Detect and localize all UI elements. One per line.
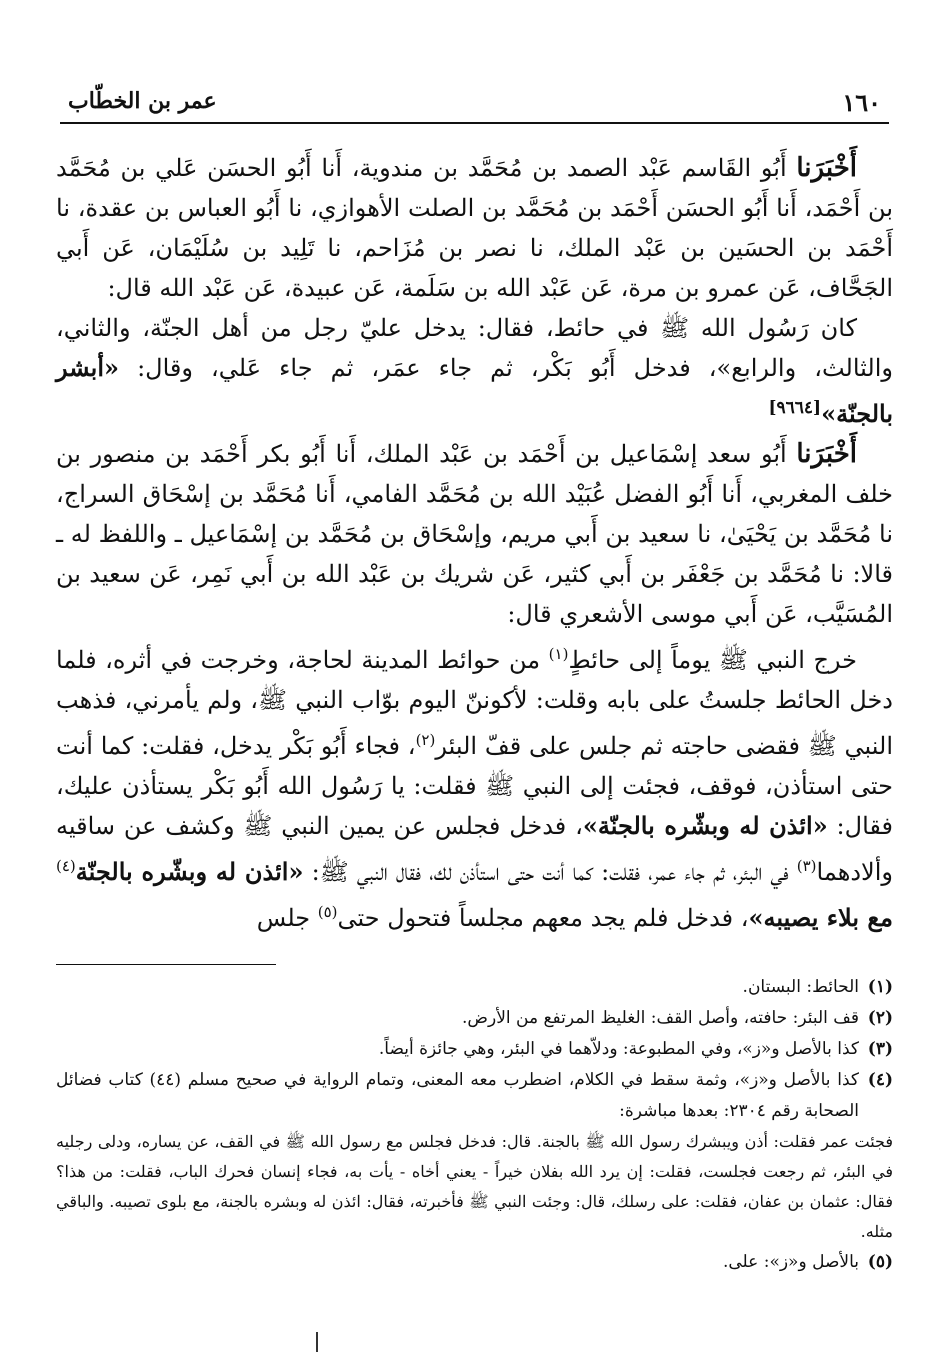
footnote-number: (٣): [867, 1039, 893, 1059]
isnad-text: أَبُو سعد إسْمَاعيل بن أَحْمَد بن عَبْد الملك، أَنا أَبُو بكر أَحْمَد بن منصور بن خلف المغربي، أَنا أَبُو الفضل عُبَيْد الله بن مُحَمَّد الفامي، أَنا مُحَمَّد بن إسْحَاق السراج، نا مُحَمَّد بن يَحْيَىٰ، نا سعيد بن أَبي مريم، وإسْحَاق بن مُحَمَّد بن إسْمَاعيل ـ واللفظ له ـ قالا: نا مُحَمَّد بن جَعْفَر بن أَبي كثير، عَن شريك بن عَبْد الله بن أَبي نَمِر، عَن سعيد بن المُسَيَّب، عَن أَبي موسى الأشعري قال:: [56, 440, 893, 628]
footnote-item: [56, 1034, 893, 1065]
hadith-paragraph-2: [56, 634, 893, 938]
hadith-text: ، فدخل فجلس عن يمين النبي ﷺ وكشف عن ساقيه وألادهما: [56, 812, 893, 886]
footnote-number: (٢): [867, 1008, 893, 1028]
footnote-marker: (٥): [317, 903, 338, 921]
hadith-text: ، فدخل فلم يجد معهم مجلساً فتحول حتى: [337, 904, 749, 932]
hadith-text: خرج النبي ﷺ يوماً إلى حائطٍ: [568, 646, 858, 674]
footnote-item: [56, 1247, 893, 1278]
page-header: [60, 82, 889, 124]
isnad-paragraph-2: [56, 434, 893, 634]
isnad-paragraph-1: [56, 148, 893, 308]
hadith-bold-phrase: «أبشر بالجنّة»: [56, 353, 893, 428]
footnote-item: [56, 972, 893, 1003]
hadith-text: جلس: [256, 904, 318, 932]
footnote-item: [56, 1065, 893, 1127]
isnad-text: أَبُو القَاسم عَبْد الصمد بن مُحَمَّد بن مندوية، أَنا أَبُو الحسَن عَلي بن مُحَمَّد بن أَحْمَد، أَنا أَبُو الحسَن أَحْمَد بن مُحَمَّد بن الصلت الأهوازي، نا أَبُو العباس بن عقدة، نا أَحْمَد بن الحسَين بن عَبْد الملك، نا نصر بن مُزَاحم، نا تَلِيد بن سُلَيْمَان، عَن أَبي الجَحَّاف، عَن عمرو بن مرة، عَن عَبْد الله بن سَلَمة، عَن عبيدة، عَن عَبْد الله قال:: [56, 154, 893, 302]
footnote-number: (١): [867, 977, 893, 997]
hadith-bold-phrase: «ائذن له وبشّره بالجنّة»: [582, 811, 828, 840]
hadith-bold-phrase: مع بلاء يصيبه»: [748, 903, 893, 932]
footnote-marker: (٤): [56, 857, 76, 875]
footnote-divider: [56, 964, 276, 965]
footnotes-section: [56, 972, 893, 1278]
footnote-quote: فجئت عمر فقلت: أذن ويبشرك رسول الله ﷺ بالجنة. قال: فدخل فجلس مع رسول الله ﷺ في القف، عن يساره، ودلى رجليه في البئر، ثم رجعت فجلست، فقلت: إن يرد الله بفلان خيراً - يعني أخاه - يأت به، فجاء إنسان فحرك الباب، فقلت: من هذا؟ فقال: عثمان بن عفان، فقلت: على رسلك، قال: وجئت النبي ﷺ فأخبرته، فقال: ائذن له وبشره بالجنة، مع بلوى تصيبه. والباقي مثله.: [56, 1132, 893, 1241]
footnote-text: كذا بالأصل و«ز»، وفي المطبوعة: ودلاّهما في البئر، وهي جائزة أيضاً.: [378, 1039, 859, 1059]
hadith-number: [٩٦٦٤]: [768, 398, 822, 418]
hadith-paragraph-1: [56, 308, 893, 434]
footnote-marker: (١): [548, 645, 569, 663]
running-title: عمر بن الخطّاب: [68, 88, 217, 114]
footnote-number: (٤): [867, 1070, 893, 1090]
footnote-marker: (٢): [415, 731, 436, 749]
hadith-text: ، فجاء أَبُو بَكْر يدخل، فقلت: كما أنت حتى استأذن، فوقف، فجئت إلى النبي ﷺ فقلت: يا رَسُول الله أَبُو بَكْر يستأذن عليك، فقال:: [56, 732, 894, 840]
hadith-text: في البئر، ثم جاء عمر، فقلت: كما أنت حتى استأذن لك، فقال النبي ﷺ:: [303, 858, 797, 886]
footnote-text: قف البئر: حافته، وأصل القف: الغليظ المرتفع من الأرض.: [462, 1008, 859, 1028]
page-edge-mark: [316, 1332, 318, 1352]
akhbarana-keyword: أَخْبَرَنا: [796, 439, 857, 469]
footnote-item: [56, 1003, 893, 1034]
akhbarana-keyword: أَخْبَرَنا: [796, 153, 857, 183]
hadith-text: من حوائط المدينة لحاجة، وخرجت في أثره، فلما دخل الحائط جلستُ على بابه وقلت: لأكوننّ اليوم بوّاب النبي ﷺ، ولم يأمرني، فذهب النبي ﷺ فقضى حاجته ثم جلس على قفّ البئر: [56, 646, 894, 760]
hadith-bold-phrase: «ائذن له وبشّره بالجنّة: [75, 857, 304, 886]
page-number: ١٦٠: [842, 88, 881, 117]
footnote-text: الحائط: البستان.: [742, 977, 859, 997]
footnote-number: (٥): [867, 1252, 893, 1272]
footnote-text: بالأصل و«ز»: على.: [722, 1252, 859, 1272]
footnote-text: كذا بالأصل و«ز»، وثمة سقط في الكلام، اضطرب معه المعنى، وتمام الرواية في صحيح مسلم (٤٤) كتاب فضائل الصحابة رقم ٢٣٠٤: بعدها مباشرة:: [56, 1070, 859, 1121]
main-text: [56, 148, 893, 938]
hadith-text: كان رَسُول الله ﷺ في حائط، فقال: يدخل عليّ رجل من أهل الجنّة، والثاني، والثالث، والرابع»، فدخل أَبُو بَكْر، ثم جاء عمَر، ثم جاء عَلي، وقال:: [56, 314, 893, 382]
footnote-marker: (٣): [796, 857, 817, 875]
